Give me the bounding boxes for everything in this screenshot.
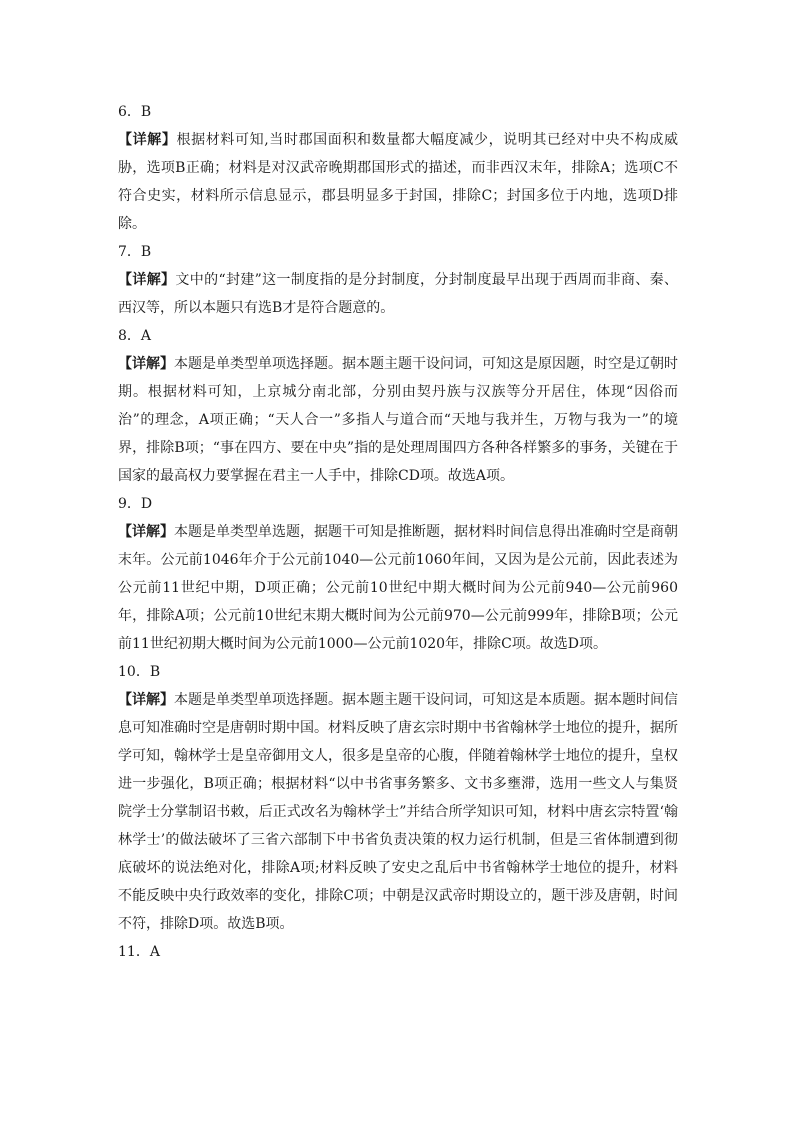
explanation-text: 本题是单类型单项选择题。据本题主题干设问词，可知这是本质题。据本题时间信息可知准确时空是唐朝时期中国。材料反映了唐玄宗时期中书省翰林学士地位的提升，据所学可知，翰林学士是皇帝御用文人，很多是皇帝的心腹，伴随着翰林学士地位的提升，皇权进一步强化，B项正确；根据材料“以中书省事务繁多、文书多壅滞，选用一些文人与集贤院学士分掌制诏书敕，后正式改名为翰林学士”并结合所学知识可知，材料中唐玄宗特置‘翰林学士’的做法破坏了三省六部制下中书省负责决策的权力运行机制，但是三省体制遭到彻底破坏的说法绝对化，排除A项;材料反映了安史之乱后中书省翰林学士地位的提升，材料不能反映中央行政效率的变化，排除C项；中朝是汉武帝时期设立的，题干涉及唐朝，时间不符，排除D项。故选B项。: [118, 692, 678, 932]
detail-tag: 【详解】: [118, 132, 177, 148]
answer-number-10: 10．B: [118, 664, 161, 680]
explanation-text: 文中的“封建”这一制度指的是分封制度，分封制度最早出现于西周而非商、秦、西汉等，所以本题只有选B才是符合题意的。: [118, 272, 679, 316]
answer-number-9: 9．D: [118, 496, 153, 512]
answer-number-8: 8．A: [118, 328, 152, 344]
explanation-text: 根据材料可知,当时郡国面积和数量都大幅度减少，说明其已经对中央不构成威胁，选项B正确；材料是对汉武帝晚期郡国形式的描述，而非西汉末年，排除A；选项C不符合史实，材料所示信息显示，郡县明显多于封国，排除C；封国多位于内地，选项D排除。: [118, 132, 679, 232]
explanation-10: [118, 686, 678, 938]
explanation-8: [118, 350, 678, 490]
answer-number-11: 11．A: [118, 944, 160, 960]
explanation-7: [118, 266, 678, 322]
explanation-9: [118, 518, 678, 658]
answer-number-7: 7．B: [118, 244, 152, 260]
detail-tag: 【详解】: [118, 692, 174, 708]
detail-tag: 【详解】: [118, 272, 176, 288]
explanation-6: [118, 126, 678, 238]
detail-tag: 【详解】: [118, 524, 174, 540]
explanation-text: 本题是单类型单项选择题。据本题主题干设问词，可知这是原因题，时空是辽朝时期。根据材料可知，上京城分南北部，分别由契丹族与汉族等分开居住，体现“因俗而治”的理念，A项正确；“天人合一”多指人与道合而“天地与我并生，万物与我为一”的境界，排除B项；“事在四方、要在中央”指的是处理周围四方各种各样繁多的事务，关键在于国家的最高权力要掌握在君主一人手中，排除CD项。故选A项。: [118, 356, 678, 484]
answer-explanations: [118, 98, 678, 966]
detail-tag: 【详解】: [118, 356, 174, 372]
explanation-text: 本题是单类型单选题，据题干可知是推断题，据材料时间信息得出准确时空是商朝末年。公元前1046年介于公元前1040—公元前1060年间，又因为是公元前，因此表述为公元前11世纪中期，D项正确；公元前10世纪中期大概时间为公元前940—公元前960年，排除A项；公元前10世纪末期大概时间为公元前970—公元前999年，排除B项；公元前11世纪初期大概时间为公元前1000—公元前1020年，排除C项。故选D项。: [118, 524, 678, 652]
answer-number-6: 6．B: [118, 104, 152, 120]
